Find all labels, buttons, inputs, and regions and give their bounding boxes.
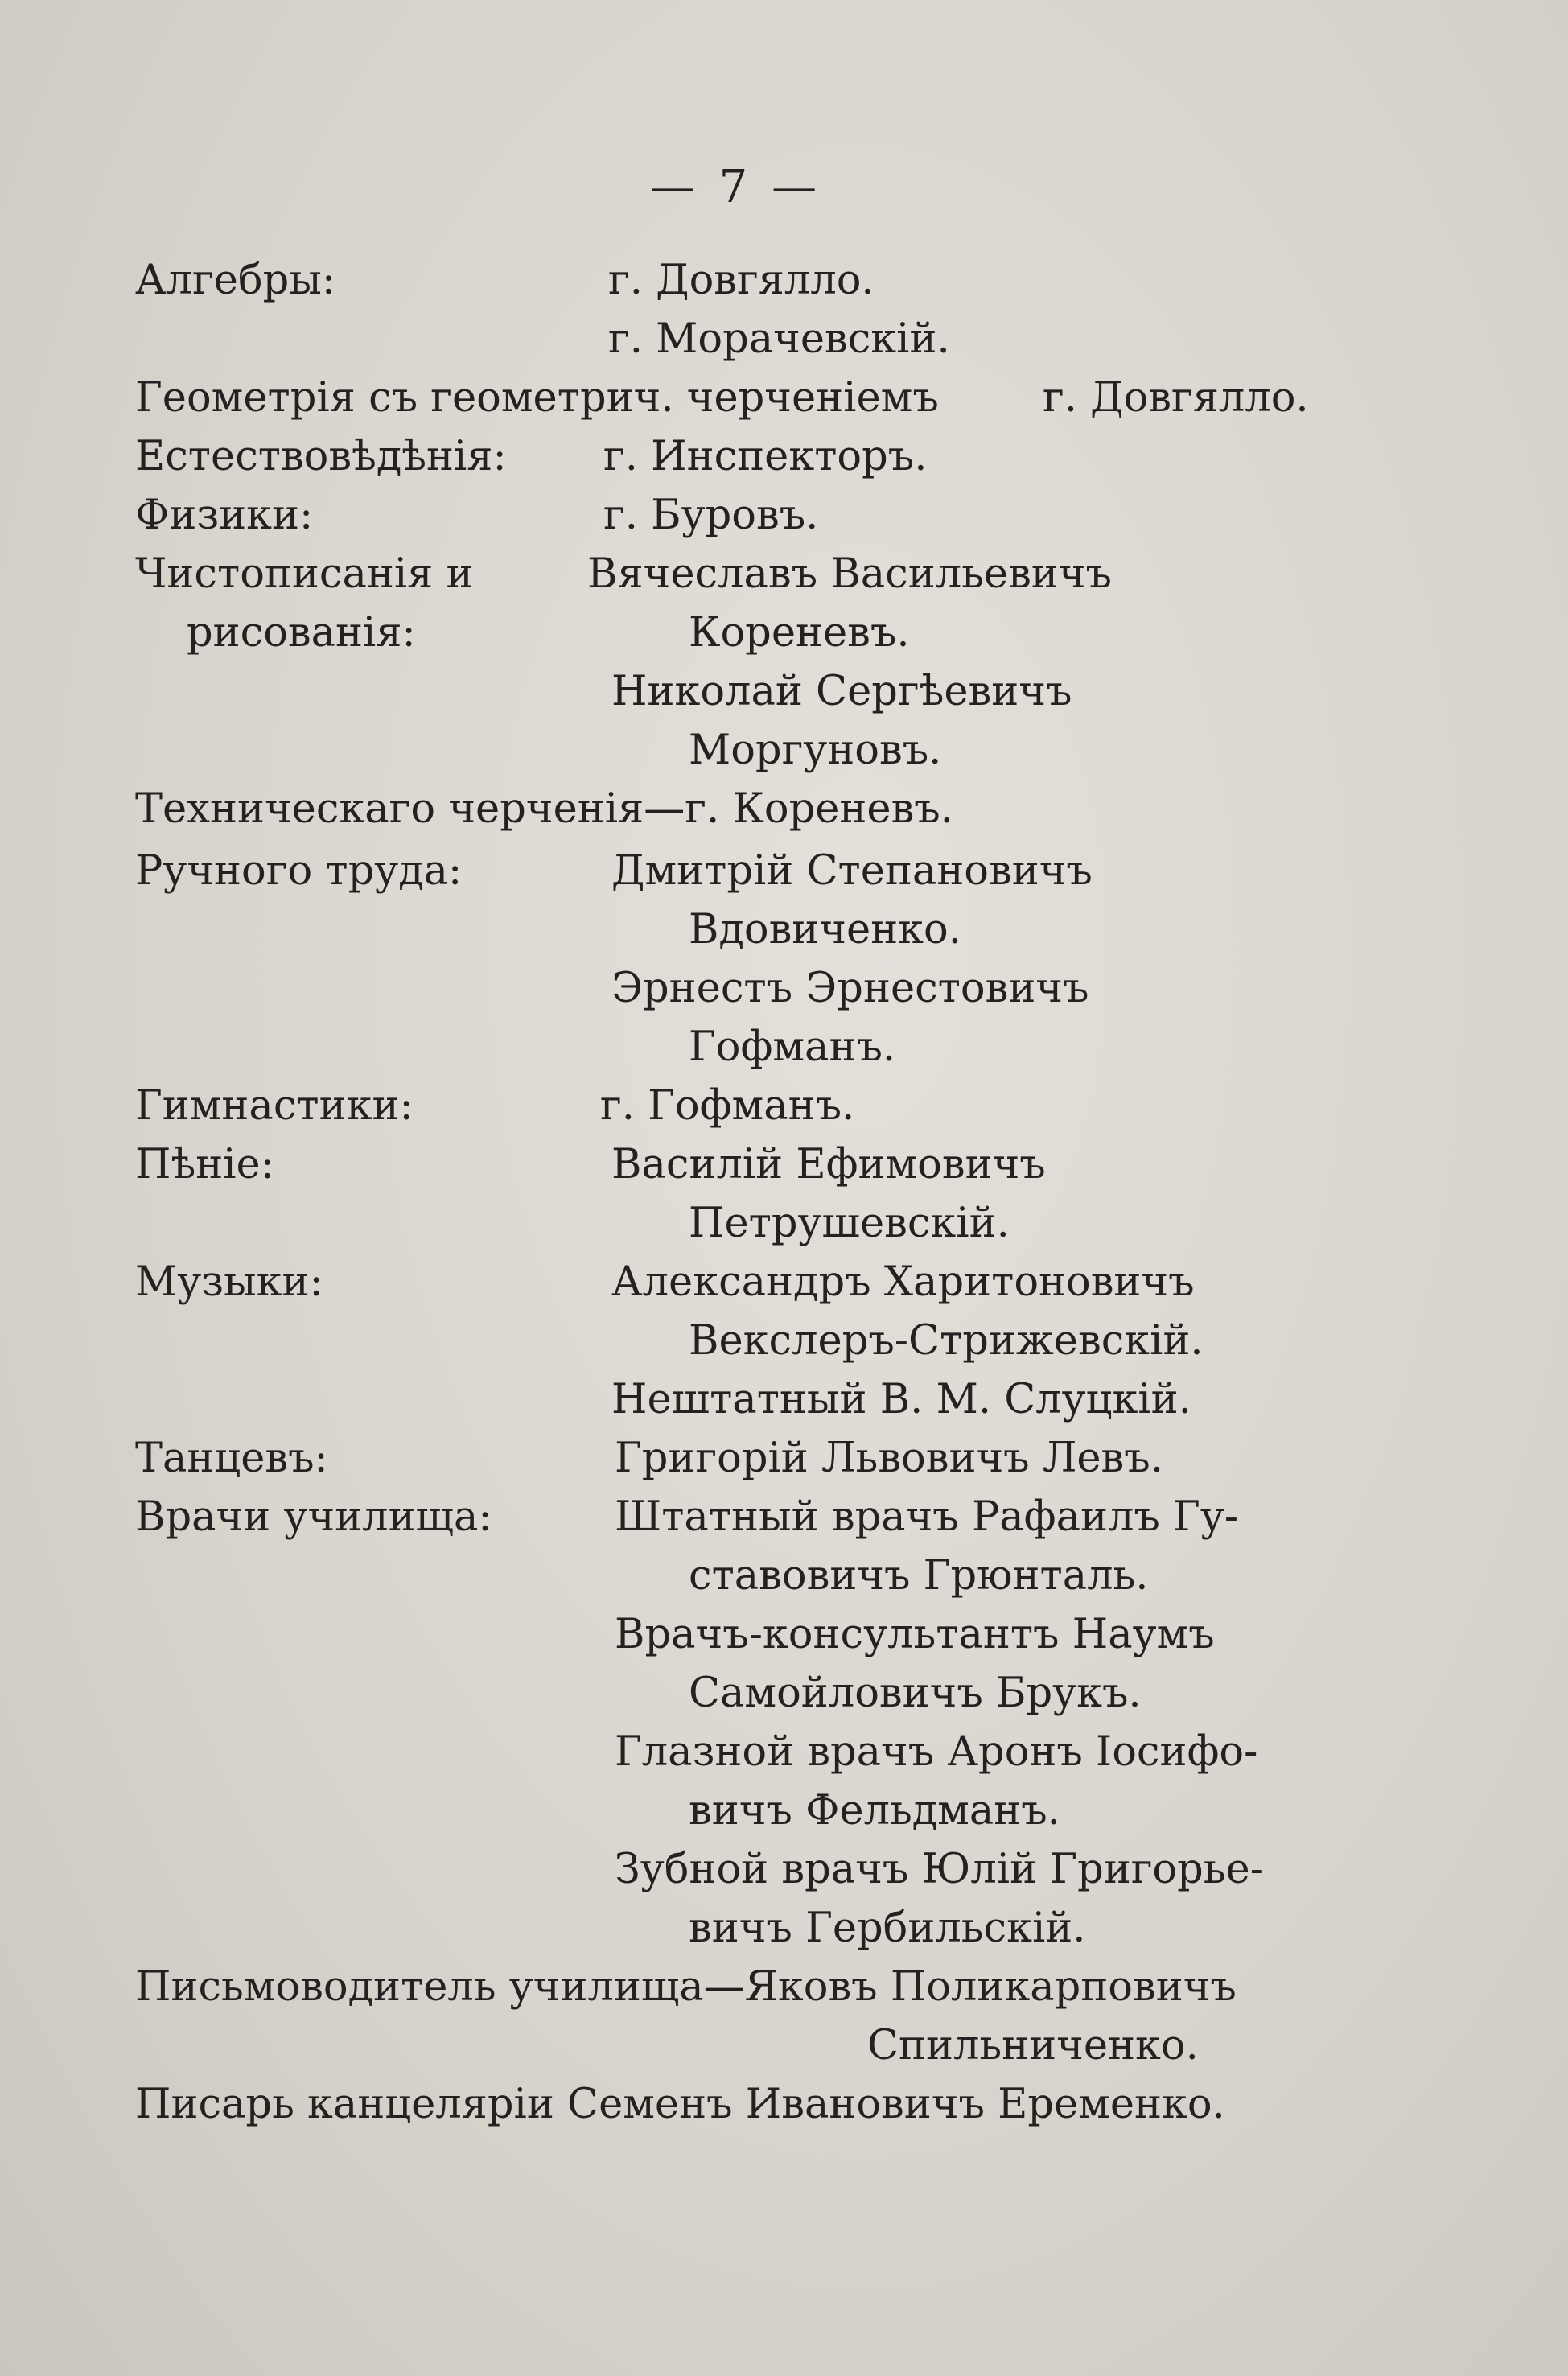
- doctor-name: Самойловичъ Брукъ.: [689, 1670, 1142, 1717]
- list-item: [135, 1899, 1422, 1958]
- list-item: [135, 780, 1422, 838]
- list-item: [135, 1135, 1422, 1194]
- doctor-name: Штатный врачъ Рафаилъ Гу-: [615, 1493, 1239, 1541]
- teacher-name: Моргуновъ.: [689, 727, 942, 774]
- list-item: [135, 427, 1422, 486]
- list-item: [135, 662, 1422, 721]
- teacher-name: Гофманъ.: [689, 1023, 896, 1071]
- list-item: [135, 959, 1422, 1018]
- list-item: [135, 1488, 1422, 1546]
- list-item: [135, 1370, 1422, 1429]
- list-item: [135, 1429, 1422, 1488]
- list-item: [135, 1958, 1422, 2016]
- teacher-name: г. Морачевскій.: [608, 315, 950, 363]
- teacher-name: Николай Сергѣевичъ: [611, 668, 1072, 715]
- teacher-name: Григорій Львовичъ Левъ.: [615, 1435, 1163, 1482]
- teacher-name: г. Инспекторъ.: [603, 433, 928, 480]
- list-item: [135, 369, 1422, 427]
- list-item: [135, 1018, 1422, 1077]
- list-item: [135, 1605, 1422, 1664]
- list-item: [135, 1194, 1422, 1253]
- teacher-name: г. Довгялло.: [608, 257, 875, 304]
- teacher-name: Эрнестъ Эрнестовичъ: [611, 965, 1089, 1012]
- doctor-name: вичъ Гербильскій.: [689, 1905, 1086, 1952]
- subject-label: рисованія:: [187, 609, 416, 657]
- teacher-name: Вячеславъ Васильевичъ: [587, 550, 1112, 598]
- teacher-name: г. Довгялло.: [1043, 374, 1309, 422]
- list-item: [135, 842, 1422, 900]
- doctor-name: Глазной врачъ Аронъ Іосифо-: [615, 1728, 1258, 1776]
- subject-label: Геометрія съ геометрич. черченіемъ: [135, 374, 939, 422]
- doctor-name: Зубной врачъ Юлій Григорье-: [615, 1846, 1264, 1893]
- doctor-name: Врачъ-консультантъ Наумъ: [615, 1611, 1215, 1658]
- list-item: [135, 603, 1422, 662]
- subject-label: Гимнастики:: [135, 1082, 414, 1130]
- list-item: [135, 1253, 1422, 1312]
- teacher-name: г. Буровъ.: [603, 492, 819, 539]
- subject-label: Врачи училища:: [135, 1493, 492, 1541]
- list-item: [135, 1840, 1422, 1899]
- list-item: [135, 1077, 1422, 1135]
- staff-list: [135, 251, 1422, 2134]
- list-item: [135, 1664, 1422, 1723]
- teacher-name: Дмитрій Степановичъ: [611, 847, 1093, 895]
- subject-label: Чистописанія и: [135, 550, 474, 598]
- list-item: [135, 900, 1422, 959]
- teacher-name: Александръ Харитоновичъ: [611, 1258, 1195, 1306]
- list-item: [135, 486, 1422, 545]
- subject-label: Алгебры:: [135, 257, 336, 304]
- list-item: [135, 2075, 1422, 2134]
- teacher-name: г. Гофманъ.: [600, 1082, 855, 1130]
- page-number: — 7 —: [649, 161, 822, 213]
- subject-label: Танцевъ:: [135, 1435, 328, 1482]
- teacher-name: Петрушевскій.: [689, 1200, 1010, 1247]
- doctor-name: ставовичъ Грюнталь.: [689, 1552, 1149, 1600]
- staff-line: Писарь канцеляріи Семенъ Ивановичъ Еременко.: [135, 2081, 1225, 2128]
- list-item: [135, 2016, 1422, 2075]
- teacher-name: Векслеръ-Стрижевскій.: [689, 1317, 1204, 1365]
- subject-label: Пѣніе:: [135, 1141, 274, 1188]
- list-item: [135, 310, 1422, 369]
- list-item: [135, 545, 1422, 603]
- subject-label: Естествовѣдѣнія:: [135, 433, 507, 480]
- subject-label: Физики:: [135, 492, 314, 539]
- teacher-name: Нештатный В. М. Слуцкій.: [611, 1376, 1191, 1423]
- teacher-name: Кореневъ.: [689, 609, 910, 657]
- list-item: [135, 721, 1422, 780]
- doctor-name: вичъ Фельдманъ.: [689, 1787, 1060, 1835]
- subject-label: Техническаго черченія—г. Кореневъ.: [135, 785, 953, 833]
- list-item: [135, 1723, 1422, 1781]
- list-item: [135, 1546, 1422, 1605]
- staff-line: Письмоводитель училища—Яковъ Поликарповичъ: [135, 1963, 1237, 2011]
- teacher-name: Василій Ефимовичъ: [611, 1141, 1046, 1188]
- subject-label: Музыки:: [135, 1258, 323, 1306]
- teacher-name: Вдовиченко.: [689, 906, 961, 953]
- list-item: [135, 1312, 1422, 1370]
- staff-name: Спильниченко.: [867, 2022, 1199, 2069]
- list-item: [135, 1781, 1422, 1840]
- subject-label: Ручного труда:: [135, 847, 463, 895]
- list-item: [135, 251, 1422, 310]
